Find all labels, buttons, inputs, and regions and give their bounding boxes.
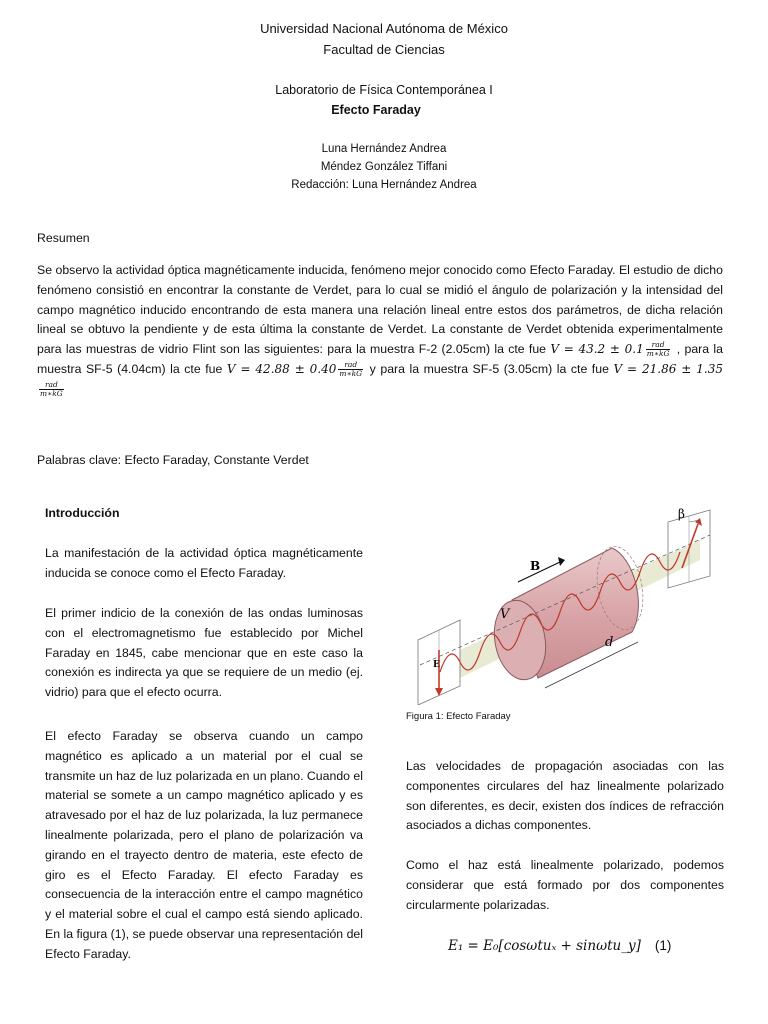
paper-title: Efecto Faraday xyxy=(331,103,421,117)
lab-name: Laboratorio de Física Contemporánea I xyxy=(275,83,493,97)
author-1: Luna Hernández Andrea xyxy=(321,143,447,155)
abstract-heading: Resumen xyxy=(37,231,90,245)
unit-fraction-2: $\frac{\text{rad}}{m∗kG}$ xyxy=(339,360,363,379)
intro-paragraph-3: El efecto Faraday se observa cuando un campo magnético es aplicado a un material por el cual se transmite un haz de luz polarizada en un plano. Cuando el material se somete a un campo magnético aplicado y es atravesado por el haz de luz polarizada, la luz permanece linealmente polarizada, pero el plano de polarización va girando en el trayecto dentro de materia, este efecto de giro es el Efecto Faraday. El efecto Faraday es consecuencia de la interacción entre el campo magnético y el material sobre el cual el campo está siendo aplicado. En la figura (1), se puede observar una representación del Efecto Faraday. xyxy=(45,729,363,961)
equation-1 xyxy=(448,938,671,954)
intro-paragraph-1: La manifestación de la actividad óptica magnéticamente inducida se conoce como el Efecto Faraday. xyxy=(45,546,363,580)
label-b: B xyxy=(530,559,541,573)
verdet-value-1: V = 43.2 ± 0.1 xyxy=(550,342,644,357)
equation-number: (1) xyxy=(654,938,672,953)
right-paragraph-1: Las velocidades de propagación asociadas con las componentes circulares del haz linealmente polarizado son diferentes, es decir, existen dos índices de refracción asociados a dichas componentes. xyxy=(406,759,724,833)
author-2: Méndez González Tiffani xyxy=(320,161,448,173)
unit-fraction-1: $\frac{\text{rad}}{m∗kG}$ xyxy=(646,340,670,359)
abstract-text-2: , para la muestra SF-5 (4.04cm) la cte fue xyxy=(37,342,723,376)
verdet-value-2: V = 42.88 ± 0.40 xyxy=(226,361,337,376)
redaction: Redacción: Luna Hernández Andrea xyxy=(291,179,477,191)
abstract-text: Se observo la actividad óptica magnéticamente inducida, fenómeno mejor conocido como Efecto Faraday. El estudio de dicho fenómeno consistió en encontrar la constante de Verdet, para lo cual se midió el ángulo de polarización y la intensidad del campo magnético inducido encontrando de esta manera una relación lineal entre estos dos parámetros, de dicha relación lineal se obtuvo la pendiente y de esta última la constante de Verdet. La constante de Verdet obtenida experimentalmente para las muestras de vidrio Flint son las siguientes: para la muestra F-2 (2.05cm) la cte fue xyxy=(37,263,723,357)
faculty-name: Facultad de Ciencias xyxy=(323,42,445,57)
equation-expression: E₁ = E₀[cosωtuₓ + sinωtu_y] xyxy=(448,938,641,954)
intro-paragraph-2: El primer indicio de la conexión de las ondas luminosas con el electromagnetismo fue establecido por Michel Faraday en 1845, cabe mencionar que en este caso la conexión es indirecta ya que se requiere de un medio (ej. vidrio) para que el efecto ocurra. xyxy=(45,606,363,700)
label-d: d xyxy=(605,635,614,650)
unit-fraction-3: $\frac{\text{rad}}{m∗kG}$ xyxy=(40,380,63,399)
intro-heading: Introducción xyxy=(45,506,120,520)
abstract-body xyxy=(37,261,723,400)
university-name: Universidad Nacional Autónoma de México xyxy=(260,21,508,36)
right-paragraph-2: Como el haz está linealmente polarizado, podemos considerar que está formado por dos componentes circularmente polarizadas. xyxy=(406,858,724,912)
faraday-figure xyxy=(400,500,730,705)
abstract-text-3: y para la muestra SF-5 (3.05cm) la cte fue xyxy=(365,361,609,376)
label-beta: β xyxy=(678,507,685,521)
label-e: E xyxy=(433,660,440,670)
keywords: Palabras clave: Efecto Faraday, Constante Verdet xyxy=(37,453,309,467)
label-v: V xyxy=(500,607,510,622)
verdet-value-3: V = 21.86 ± 1.35 xyxy=(613,361,724,376)
figure-caption: Figura 1: Efecto Faraday xyxy=(406,711,511,722)
